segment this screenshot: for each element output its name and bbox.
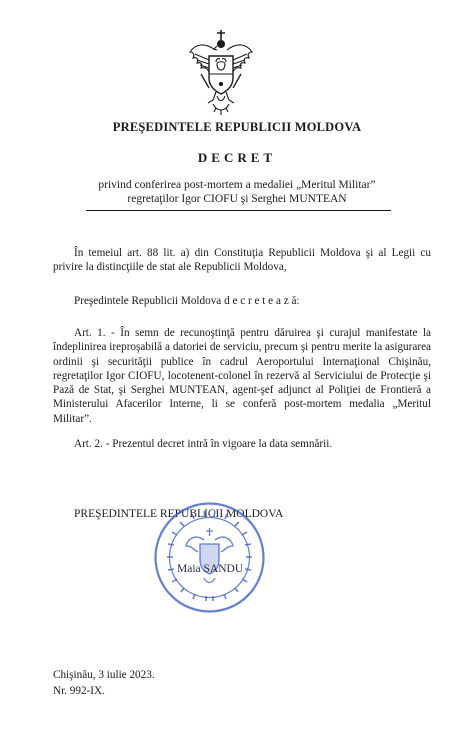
- decrees-statement: Preşedintele Republicii Moldova d e c r e t e a z ă:: [74, 295, 300, 307]
- institution-heading: PREŞEDINTELE REPUBLICII MOLDOVA: [112, 120, 362, 134]
- article-1-paragraph: Art. 1. - În semn de recunoştinţă pentru dăruirea şi curajul manifestate la îndeplinirea ireproşabilă a datoriei de serviciu, precum şi pentru merite la asigurarea ordinii şi securităţii publice în cadrul Aeroportului Internaţional Chişinău, regretaţilor Igor CIOFU, locotenent-colonel în rezervă al Serviciului de Protecţie şi Pază de Stat, şi Serghei MUNTEAN, agent-şef adjunct al Poliţiei de Frontieră a Ministerului Afacerilor Interne, li se conferă post-mortem medalia „Meritul Militar”.: [53, 327, 431, 425]
- preamble-paragraph: În temeiul art. 88 lit. a) din Constituţia Republicii Moldova şi al Legii cu privire la distincţiile de stat ale Republicii Moldova,: [53, 247, 431, 274]
- subject-line-2: regretaţilor Igor CIOFU şi Serghei MUNTEAN: [127, 193, 347, 205]
- subject-underline: [86, 210, 391, 211]
- signatory-name: Maia SANDU: [177, 563, 244, 575]
- decree-subject: [60, 178, 414, 206]
- document-type-title: DECRET: [197, 150, 277, 165]
- signature-title: PREŞEDINTELE REPUBLICII MOLDOVA: [74, 508, 284, 520]
- article-2-paragraph: Art. 2. - Prezentul decret intră în vigoare la data semnării.: [74, 438, 333, 450]
- coat-of-arms-icon: [187, 28, 255, 118]
- place-and-date: Chişinău, 3 iulie 2023.: [53, 669, 155, 681]
- decree-number: Nr. 992-IX.: [53, 685, 105, 697]
- subject-line-1: privind conferirea post-mortem a medaliei „Meritul Militar”: [98, 179, 376, 191]
- official-seal-icon: [152, 500, 267, 615]
